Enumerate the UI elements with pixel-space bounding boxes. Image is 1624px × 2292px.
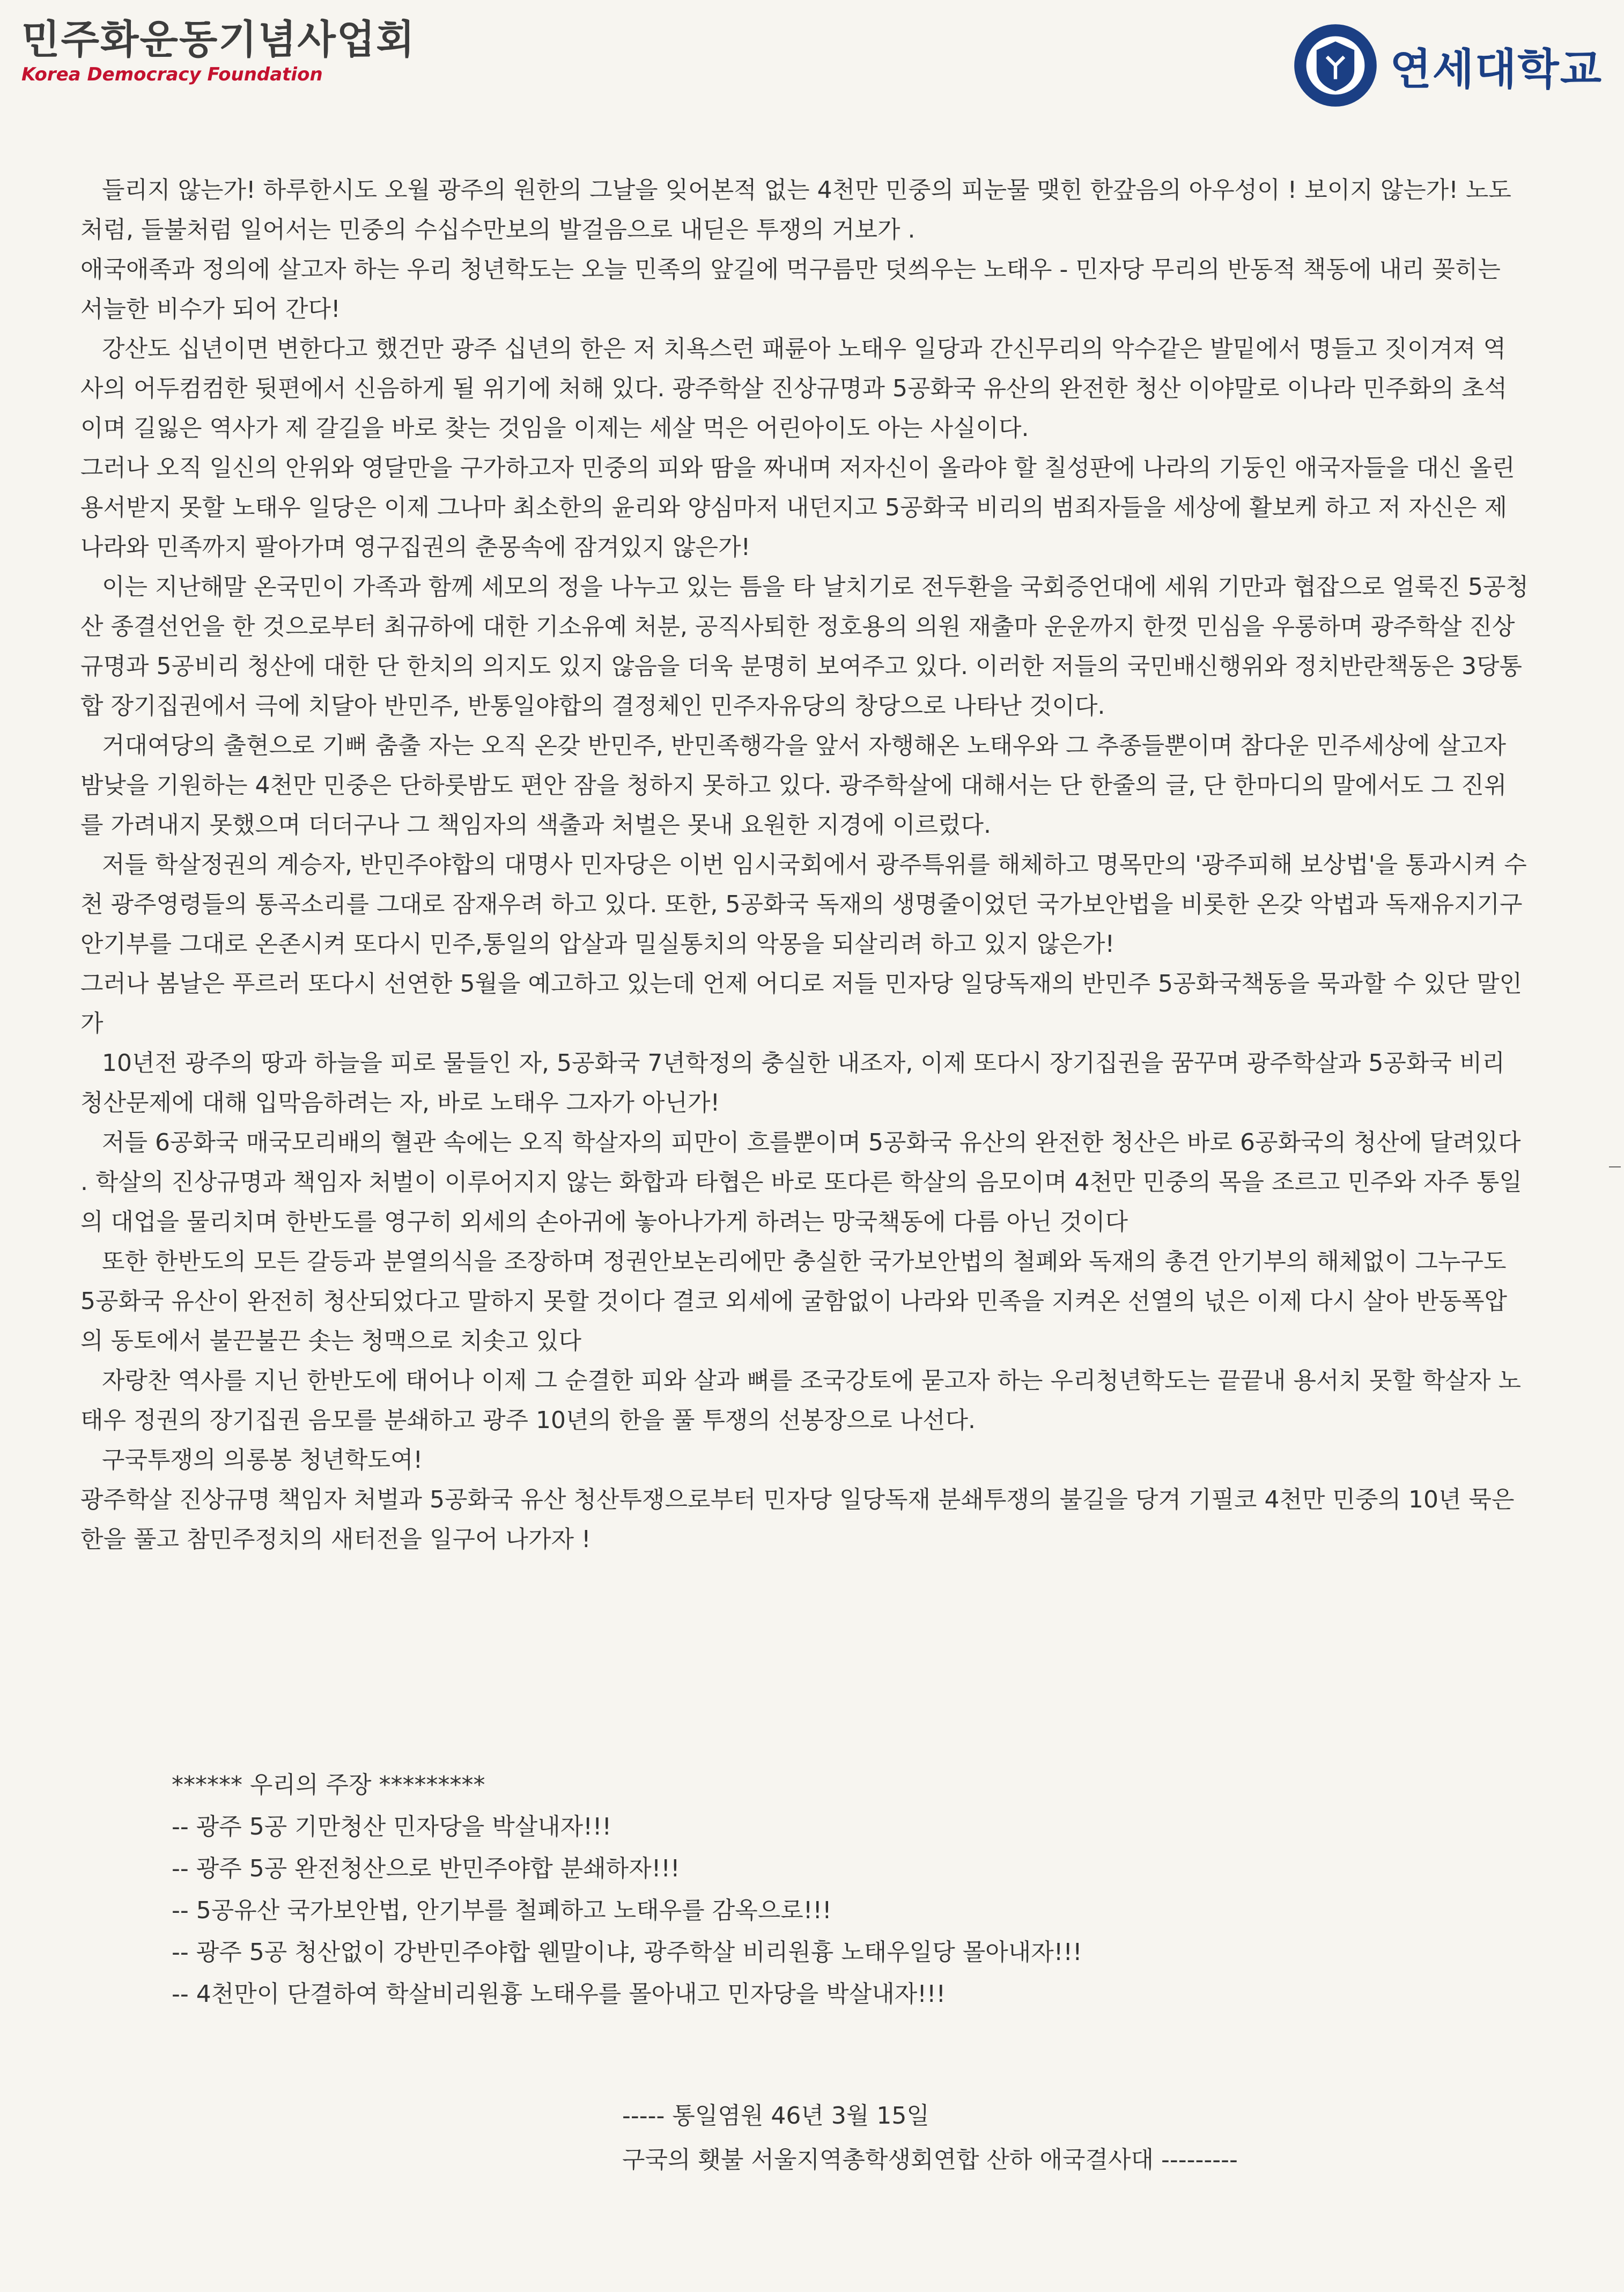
paragraph: 이는 지난해말 온국민이 가족과 함께 세모의 정을 나누고 있는 틈을 타 날치기로 전두환을 국회증언대에 세워 기만과 협잡으로 얼룩진 5공청산 종결선언을 한 것으로부터 최규하에 대한 기소유예 처분, 공직사퇴한 정호용의 의원 재출마 운운까지 한껏 민심을 우롱하며 광주학살 진상규명과 5공비리 청산에 대한 단 한치의 의지도 있지 않음을 더욱 분명히 보여주고 있다. 이러한 저들의 국민배신행위와 정치반란책동은 3당통합 장기집권에서 극에 치달아 반민주, 반통일야합의 결정체인 민주자유당의 창당으로 나타난 것이다. [80, 573, 1529, 720]
paragraph: 자랑찬 역사를 지닌 한반도에 태어나 이제 그 순결한 피와 살과 뼈를 조국강토에 묻고자 하는 우리청년학도는 끝끝내 용서치 못할 학살자 노태우 정권의 장기집권 음모를 분쇄하고 광주 10년의 한을 풀 투쟁의 선봉장으로 나선다. [80, 1367, 1521, 1434]
claim-item: -- 5공유산 국가보안법, 안기부를 철폐하고 노태우를 감옥으로!!! [172, 1897, 832, 1924]
paragraph: 광주학살 진상규명 책임자 처벌과 5공화국 유산 청산투쟁으로부터 민자당 일당독재 분쇄투쟁의 불길을 당겨 기필코 4천만 민중의 10년 묵은 한을 풀고 참민주정치의 새터전을 일구어 나가자 ! [80, 1486, 1515, 1553]
edge-mark [1609, 1166, 1621, 1167]
university-name: 연세대학교 [1390, 44, 1603, 94]
paragraph: 그러나 오직 일신의 안위와 영달만을 구가하고자 민중의 피와 땀을 짜내며 저자신이 올라야 할 칠성판에 나라의 기둥인 애국자들을 대신 올린 용서받지 못할 노태우 일당은 이제 그나마 최소한의 윤리와 양심마저 내던지고 5공화국 비리의 범죄자들을 세상에 활보케 하고 저 자신은 제 나라와 민족까지 팔아가며 영구집권의 춘몽속에 잠겨있지 않은가! [80, 454, 1515, 561]
university-logo [1293, 23, 1603, 108]
paragraph: 들리지 않는가! 하루한시도 오월 광주의 원한의 그날을 잊어본적 없는 4천만 민중의 피눈물 맺힌 한갚음의 아우성이 ! 보이지 않는가! 노도처럼, 들불처럼 일어서는 민중의 수십수만보의 발걸음으로 내딛은 투쟁의 거보가 . [80, 176, 1511, 243]
paragraph: 저들 학살정권의 계승자, 반민주야합의 대명사 민자당은 이번 임시국회에서 광주특위를 해체하고 명목만의 '광주피해 보상법'을 통과시켜 수천 광주영령들의 통곡소리를 그대로 잠재우려 하고 있다. 또한, 5공화국 독재의 생명줄이었던 국가보안법을 비롯한 온갖 악법과 독재유지기구 안기부를 그대로 온존시켜 또다시 민주,통일의 압살과 밀실통치의 악몽을 되살리려 하고 있지 않은가! [80, 851, 1527, 958]
org-korean-name: 민주화운동기념사업회 [21, 17, 416, 63]
paragraph: 구국투쟁의 의롱봉 청년학도여! [102, 1446, 423, 1474]
signoff-date: ----- 통일염원 46년 3월 15일 [622, 2102, 929, 2130]
claim-item: -- 광주 5공 청산없이 강반민주야합 웬말이냐, 광주학살 비리원흉 노태우일당 몰아내자!!! [172, 1939, 1082, 1966]
university-seal-icon [1293, 23, 1378, 108]
claims-section [172, 1764, 1405, 2015]
paragraph: 10년전 광주의 땅과 하늘을 피로 물들인 자, 5공화국 7년학정의 충실한 내조자, 이제 또다시 장기집권을 꿈꾸며 광주학살과 5공화국 비리 청산문제에 대해 입막음하려는 자, 바로 노태우 그자가 아닌가! [80, 1049, 1505, 1117]
claim-item: -- 광주 5공 기만청산 민자당을 박살내자!!! [172, 1813, 612, 1840]
org-logo [21, 16, 416, 85]
paragraph: 거대여당의 출현으로 기뻐 춤출 자는 오직 온갖 반민주, 반민족행각을 앞서 자행해온 노태우와 그 추종들뿐이며 참다운 민주세상에 살고자 밤낮을 기원하는 4천만 민중은 단하룻밤도 편안 잠을 청하지 못하고 있다. 광주학살에 대해서는 단 한줄의 글, 단 한마디의 말에서도 그 진위를 가려내지 못했으며 더더구나 그 책임자의 색출과 처벌은 못내 요원한 지경에 이르렀다. [80, 732, 1507, 839]
paragraph: 또한 한반도의 모든 갈등과 분열의식을 조장하며 정권안보논리에만 충실한 국가보안법의 철폐와 독재의 총견 안기부의 해체없이 그누구도 5공화국 유산이 완전히 청산되었다고 말하지 못할 것이다 결코 외세에 굴함없이 나라와 민족을 지켜온 선열의 넋은 이제 다시 살아 반동폭압의 동토에서 불끈불끈 솟는 청맥으로 치솟고 있다 [80, 1248, 1507, 1355]
org-english-name: Korea Democracy Foundation [21, 63, 323, 85]
signoff [622, 2094, 1238, 2182]
claim-item: -- 4천만이 단결하여 학살비리원흉 노태우를 몰아내고 민자당을 박살내자!!! [172, 1980, 946, 2008]
paragraph: 애국애족과 정의에 살고자 하는 우리 청년학도는 오늘 민족의 앞길에 먹구름만 덧씌우는 노태우 - 민자당 무리의 반동적 책동에 내리 꽂히는 서늘한 비수가 되어 간다! [80, 256, 1501, 323]
paragraph: 강산도 십년이면 변한다고 했건만 광주 십년의 한은 저 치욕스런 패륜아 노태우 일당과 간신무리의 악수같은 발밑에서 명들고 짓이겨져 역사의 어두컴컴한 뒷편에서 신음하게 될 위기에 처해 있다. 광주학살 진상규명과 5공화국 유산의 완전한 청산 이야말로 이나라 민주화의 초석이며 길잃은 역사가 제 갈길을 바로 찾는 것임을 이제는 세살 먹은 어린아이도 아는 사실이다. [80, 335, 1507, 442]
paragraph: 그러나 봄날은 푸르러 또다시 선연한 5월을 예고하고 있는데 언제 어디로 저들 민자당 일당독재의 반민주 5공화국책동을 묵과할 수 있단 말인가 [80, 970, 1522, 1037]
claim-item: -- 광주 5공 완전청산으로 반민주야합 분쇄하자!!! [172, 1855, 680, 1882]
claims-title: ****** 우리의 주장 ********* [172, 1771, 485, 1799]
paragraph: 저들 6공화국 매국모리배의 혈관 속에는 오직 학살자의 피만이 흐를뿐이며 5공화국 유산의 완전한 청산은 바로 6공화국의 청산에 달려있다 . 학살의 진상규명과 책임자 처벌이 이루어지지 않는 화합과 타협은 바로 또다른 학살의 음모이며 4천만 민중의 목을 조르고 민주와 자주 통일의 대업을 물리치며 한반도를 영구히 외세의 손아귀에 놓아나가게 하려는 망국책동에 다름 아닌 것이다 [80, 1129, 1522, 1236]
manifesto-body [80, 171, 1529, 1559]
signoff-author: 구국의 횃불 서울지역총학생회연합 산하 애국결사대 --------- [622, 2146, 1238, 2173]
